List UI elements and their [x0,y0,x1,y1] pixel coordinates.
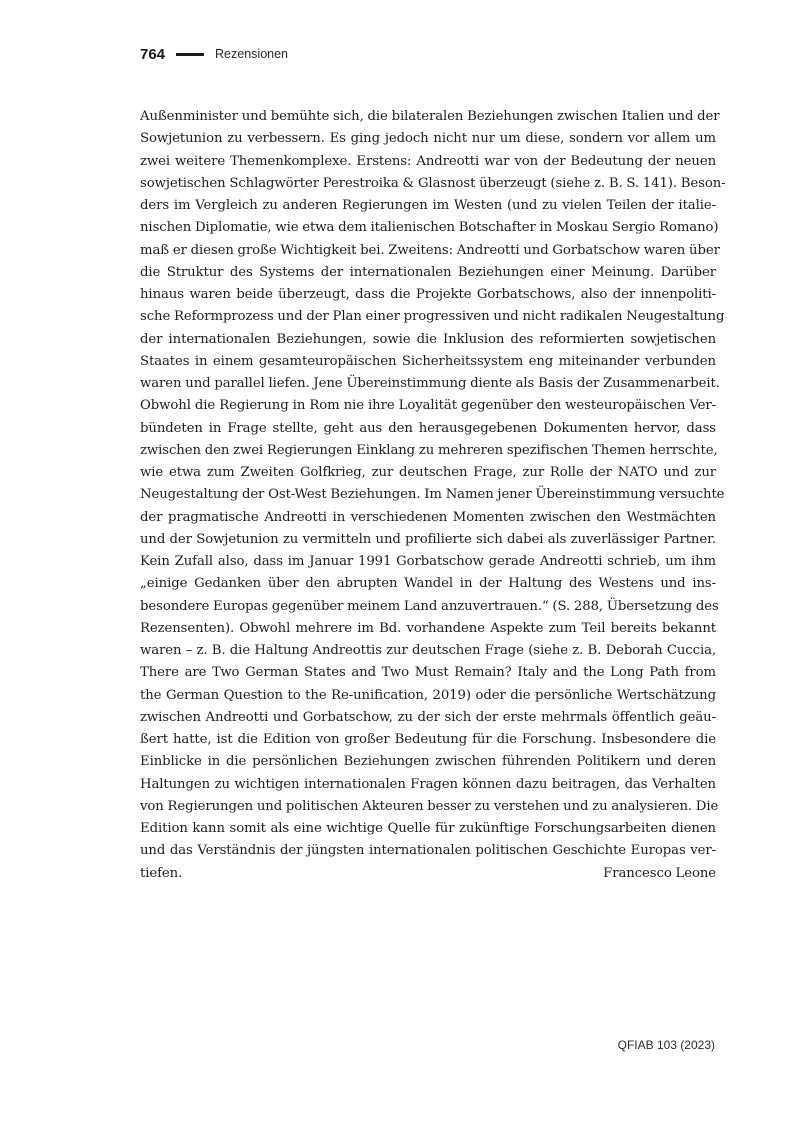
text-line: Haltungen zu wichtigen internationalen Fragen können dazu beitragen, das Verhalten [140,776,716,792]
text-line-end: tiefen. [140,865,183,881]
text-line: ders im Vergleich zu anderen Regierungen im Westen (und zu vielen Teilen der italie- [140,198,716,213]
text-line: „einige Gedanken über den abrupten Wandel in der Haltung des Westens und ins- [140,576,716,592]
text-line: und das Verständnis der jüngsten internationalen politischen Geschichte Europas ver- [140,843,716,859]
page-number: 764 [140,45,166,63]
text-line: besondere Europas gegenüber meinem Land anzuvertrauen.“ (S. 288, Übersetzung des [140,598,719,614]
section-title: Rezensionen [215,47,288,61]
text-line: sche Reformprozess und der Plan einer progressiven und nicht radikalen Neugestaltung [140,309,725,325]
journal-citation: QFIAB 103 (2023) [617,1038,715,1052]
text-line: nischen Diplomatie, wie etwa dem italienischen Botschafter in Moskau Sergio Romano) [140,220,719,236]
text-line: Edition kann somit als eine wichtige Quelle für zukünftige Forschungsarbeiten dienen [140,821,716,836]
text-line: Außenminister und bemühte sich, die bilateralen Beziehungen zwischen Italien und der [140,109,720,124]
text-line: und der Sowjetunion zu vermitteln und profilierte sich dabei als zuverlässiger Partner. [140,531,716,547]
text-line: zwischen Andreotti und Gorbatschow, zu der sich der erste mehrmals öffentlich geäu- [140,709,716,725]
text-line: zwei weitere Themenkomplexe. Erstens: Andreotti war von der Bedeutung der neuen [140,153,716,169]
header-rule [176,53,204,56]
text-line: There are Two German States and Two Must Remain? Italy and the Long Path from [140,665,716,681]
text-line: ßert hatte, ist die Edition von großer Bedeutung für die Forschung. Insbesondere die [140,732,716,747]
text-line: Rezensenten). Obwohl mehrere im Bd. vorhandene Aspekte zum Teil bereits bekannt [140,620,716,636]
text-line: Neugestaltung der Ost-West Beziehungen. Im Namen jener Übereinstimmung versuchte [140,487,725,503]
text-line: der internationalen Beziehungen, sowie die Inklusion des reformierten sowjetischen [140,331,716,347]
text-line: Sowjetunion zu verbessern. Es ging jedoch nicht nur um diese, sondern vor allem um [140,131,716,147]
running-head [140,44,288,64]
text-line: sowjetischen Schlagwörter Perestroika & Glasnost überzeugt (siehe z. B. S. 141). Beson- [140,175,726,191]
text-line: maß er diesen große Wichtigkeit bei. Zweitens: Andreotti und Gorbatschow waren über [140,242,720,258]
text-line: bündeten in Frage stellte, geht aus den herausgegebenen Dokumenten hervor, dass [140,420,716,436]
text-line: the German Question to the Re-unification, 2019) oder die persönliche Wertschätzung [140,687,716,703]
text-line: Staates in einem gesamteuropäischen Sicherheitssystem eng miteinander verbunden [140,353,716,369]
final-line [140,863,716,885]
text-line: waren und parallel liefen. Jene Übereinstimmung diente als Basis der Zusammenarbeit. [140,376,720,391]
text-line: hinaus waren beide überzeugt, dass die Projekte Gorbatschows, also der innenpoliti- [140,287,716,302]
text-line: der pragmatische Andreotti in verschiedenen Momenten zwischen den Westmächten [140,509,716,525]
review-body [140,106,726,885]
text-line: Einblicke in die persönlichen Beziehungen zwischen führenden Politikern und deren [140,754,716,770]
text-line: zwischen den zwei Regierungen Einklang zu mehreren spezifischen Themen herrschte, [140,442,718,458]
text-line: waren – z. B. die Haltung Andreottis zur deutschen Frage (siehe z. B. Deborah Cuccia, [140,643,716,658]
review-author: Francesco Leone [603,865,716,881]
text-line: die Struktur des Systems der internationalen Beziehungen einer Meinung. Darüber [140,264,716,280]
text-line: Obwohl die Regierung in Rom nie ihre Loyalität gegenüber den westeuropäischen Ver- [140,398,716,414]
text-line: Kein Zufall also, dass im Januar 1991 Gorbatschow gerade Andreotti schrieb, um ihm [140,554,716,569]
text-line: von Regierungen und politischen Akteuren besser zu verstehen und zu analysieren. Die [140,798,719,814]
text-line: wie etwa zum Zweiten Golfkrieg, zur deutschen Frage, zur Rolle der NATO und zur [140,465,716,480]
